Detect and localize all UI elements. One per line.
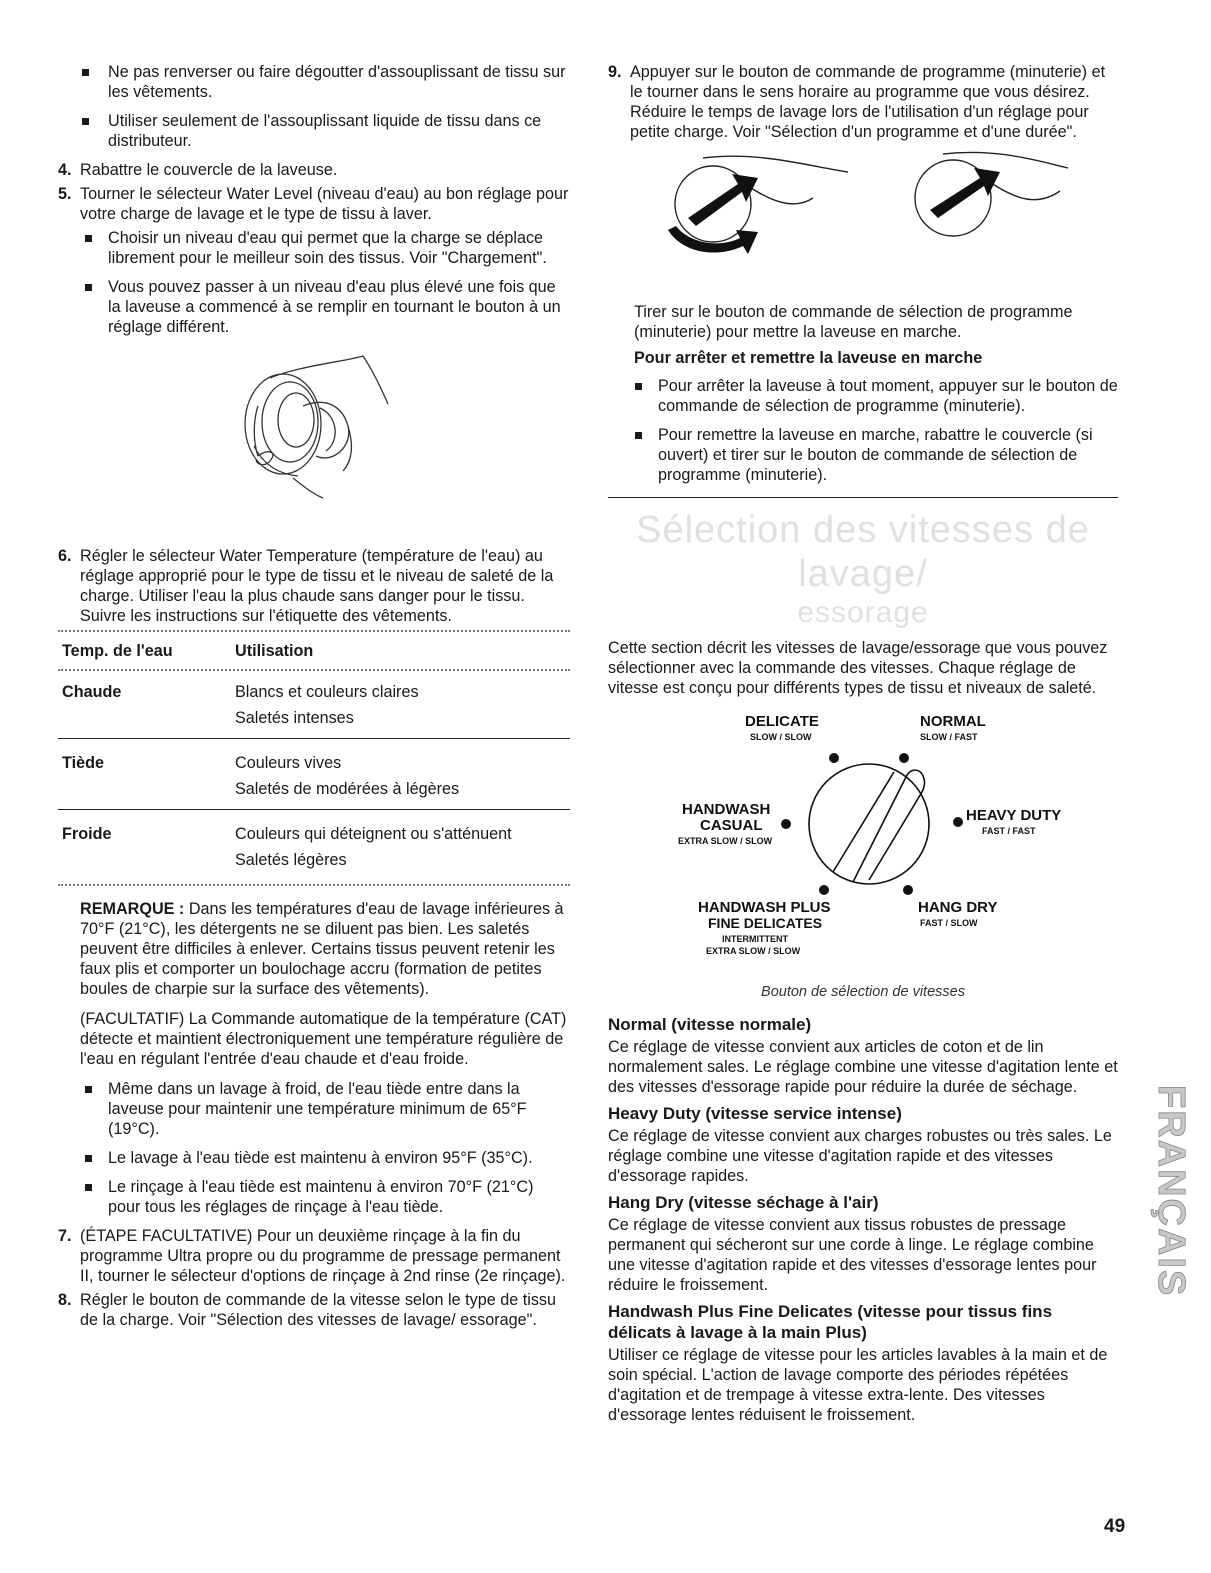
section-divider [608, 497, 1118, 498]
list-item: Utiliser seulement de l'assouplissant liquide de tissu dans ce distributeur. [58, 111, 570, 151]
divider [58, 884, 570, 889]
table-header [58, 641, 570, 661]
table-row: Froide Couleurs qui déteignent ou s'atténuent Saletés légères [62, 825, 512, 869]
dial-sub-hang: FAST / SLOW [920, 918, 978, 928]
dial-label-fine: FINE DELICATES [708, 915, 823, 931]
list-item: Même dans un lavage à froid, de l'eau tiède entre dans la laveuse pour maintenir une température minimum de 65°F (19°C). [58, 1079, 570, 1139]
right-column [608, 62, 1118, 1425]
arreter-title: Pour arrêter et remettre la laveuse en marche [634, 349, 983, 367]
hwplus-title: Handwash Plus Fine Delicates (vitesse pour tissus fins délicats à lavage à la main Plus) [608, 1302, 1053, 1342]
dial-label-casual: CASUAL [700, 817, 763, 834]
hang-title: Hang Dry (vitesse séchage à l'air) [608, 1193, 879, 1212]
remarque-note: REMARQUE : Dans les températures d'eau de lavage inférieures à 70°F (21°C), les détergents ne se diluent pas bien. Les saletés peuvent être difficiles à enlever. Certains tissus peuvent retenir les faux plis et comporter un boulochage accru (formation de petites boules de charpie sur la surface des vêtements). [80, 900, 564, 998]
dial-label-handwash: HANDWASH [682, 801, 771, 818]
dial-sub-handwash: EXTRA SLOW / SLOW [678, 836, 773, 846]
dial-sub-hwplus2: EXTRA SLOW / SLOW [706, 946, 801, 956]
dial-sub-delicate: SLOW / SLOW [750, 732, 812, 742]
list-item: Pour remettre la laveuse en marche, rabattre le couvercle (si ouvert) et tirer sur le bouton de commande de sélection de programme (minuterie). [608, 425, 1118, 485]
step-4: 4. Rabattre le couvercle de la laveuse. [58, 161, 338, 179]
left-column [58, 62, 570, 1334]
step-7: 7. (ÉTAPE FACULTATIVE) Pour un deuxième rinçage à la fin du programme Ultra propre ou du programme de pressage permanent II, tourner le sélecteur d'options de rinçage à 2nd rinse (2e rinçage). [58, 1227, 566, 1285]
dial-label-hang: HANG DRY [918, 899, 998, 916]
list-item: Le lavage à l'eau tiède est maintenu à environ 95°F (35°C). [58, 1148, 570, 1168]
normal-text: Ce réglage de vitesse convient aux articles de coton et de lin normalement sales. Le réglage combine une vitesse d'agitation lente et des vitesses d'essorage rapide pour réduire la durée de séchage. [608, 1038, 1118, 1096]
step-8: 8. Régler le bouton de commande de la vitesse selon le type de tissu de la charge. Voir "Sélection des vitesses de lavage/ essorage". [58, 1291, 557, 1329]
divider [58, 809, 570, 810]
list-item: Pour arrêter la laveuse à tout moment, appuyer sur le bouton de commande de sélection de programme (minuterie). [608, 376, 1118, 416]
dial-sub-normal: SLOW / FAST [920, 732, 978, 742]
dial-label-normal: NORMAL [920, 713, 986, 730]
section-title: Sélection des vitesses de lavage/ essorage [636, 509, 1090, 629]
table-row: Chaude Blancs et couleurs claires Saletés intenses [62, 683, 419, 727]
facultatif-paragraph: (FACULTATIF) La Commande automatique de la température (CAT) détecte et maintient électroniquement une température régulière de l'eau en régulant l'entrée d'eau chaude et d'eau froide. [80, 1010, 567, 1068]
heavy-title: Heavy Duty (vitesse service intense) [608, 1104, 902, 1123]
dial-label-delicate: DELICATE [745, 713, 819, 730]
section-intro: Cette section décrit les vitesses de lavage/essorage que vous pouvez sélectionner avec la commande des vitesses. Chaque réglage de vitesse est conçu pour différents types de tissu et niveaux de saleté. [608, 639, 1108, 697]
normal-title: Normal (vitesse normale) [608, 1015, 812, 1034]
water-level-dial-illustration [58, 346, 570, 546]
dial-label-heavy: HEAVY DUTY [966, 807, 1062, 824]
dial-caption: Bouton de sélection de vitesses [761, 984, 965, 1000]
language-side-tab [1147, 1085, 1191, 1335]
divider [58, 738, 570, 739]
step-6: 6. Régler le sélecteur Water Temperature (température de l'eau) au réglage approprié pour le type de tissu et le niveau de saleté de la charge. Utiliser l'eau la plus chaude sans danger pour le tissu. Suivre les instructions sur l'étiquette des vêtements. [58, 547, 554, 625]
step-9: 9. Appuyer sur le bouton de commande de programme (minuterie) et le tourner dans le sens horaire au programme que vous désirez. Réduire le temps de lavage lors de l'utilisation d'un réglage pour petite charge. Voir "Sélection d'un programme et d'une durée". [608, 63, 1106, 141]
tirer-paragraph: Tirer sur le bouton de commande de sélection de programme (minuterie) pour mettre la laveuse en marche. [634, 303, 1073, 341]
list-item: Ne pas renverser ou faire dégoutter d'assouplissant de tissu sur les vêtements. [58, 62, 570, 102]
table-row: Tiède Couleurs vives Saletés de modérées à légères [62, 754, 460, 798]
speed-dial-diagram [608, 702, 1118, 982]
col-header-temp: Temp. de l'eau [62, 642, 173, 660]
list-item: Le rinçage à l'eau tiède est maintenu à environ 70°F (21°C) pour tous les réglages de rinçage à l'eau tiède. [58, 1177, 570, 1217]
divider [58, 630, 570, 635]
list-item: Vous pouvez passer à un niveau d'eau plus élevé une fois que la laveuse a commencé à se remplir en tournant le bouton à un réglage différent. [58, 277, 570, 337]
dial-sub-hwplus1: INTERMITTENT [722, 934, 788, 944]
divider [58, 669, 570, 674]
col-header-use: Utilisation [235, 642, 314, 660]
dial-label-hwplus: HANDWASH PLUS [698, 899, 831, 916]
hwplus-text: Utiliser ce réglage de vitesse pour les articles lavables à la main et de soin spécial. L'action de lavage comporte des périodes répétées d'agitation et de trempage à vitesse extra-lente. Des vitesses d'essorage lentes réduisent le froissement. [608, 1346, 1108, 1424]
heavy-text: Ce réglage de vitesse convient aux charges robustes ou très sales. Le réglage combine une vitesse d'agitation rapide et des vitesses d'essorage rapides. [608, 1127, 1112, 1185]
timer-knob-illustration [608, 146, 1118, 294]
list-item: Choisir un niveau d'eau qui permet que la charge se déplace librement pour le meilleur soin des tissus. Voir "Chargement". [58, 228, 570, 268]
page-number: 49 [1104, 1516, 1126, 1537]
side-tab-label: FRANÇAIS [1150, 1085, 1191, 1298]
hang-text: Ce réglage de vitesse convient aux tissus robustes de pressage permanent qui sécheront sur une corde à linge. Le réglage combine une vitesse d'agitation rapide et des vitesses d'essorage lentes pour réduire le froissement. [608, 1216, 1097, 1294]
step-5: 5. Tourner le sélecteur Water Level (niveau d'eau) au bon réglage pour votre charge de lavage et le type de tissu à laver. [58, 185, 569, 223]
dial-sub-heavy: FAST / FAST [982, 826, 1036, 836]
